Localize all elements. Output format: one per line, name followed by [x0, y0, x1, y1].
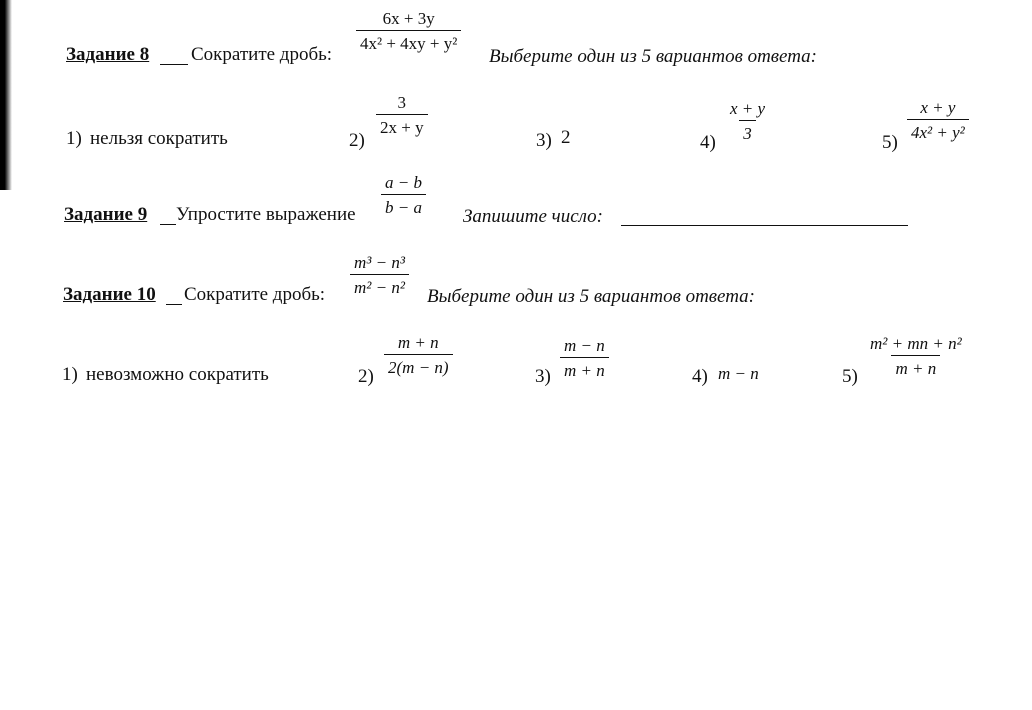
task10-option4-number: 4) [692, 366, 708, 387]
task8-option3-text: 2 [561, 127, 571, 148]
task10-option5-numerator: m² + mn + n² [870, 334, 962, 353]
task8-option3-number: 3) [536, 130, 552, 151]
task9-fraction [381, 174, 426, 216]
task8-fraction-numerator: 6x + 3y [382, 9, 435, 28]
task8-instruction: Сократите дробь: [191, 44, 333, 65]
task8-fraction [356, 10, 461, 52]
task10-fraction-numerator: m³ − n³ [354, 253, 405, 272]
task10-option2-denominator: 2(m − n) [384, 354, 453, 376]
task9-answer-blank[interactable] [621, 225, 908, 226]
task8-title-underline [160, 64, 188, 65]
task8-option5-fraction [907, 99, 969, 141]
task9-title: Задание 9 [64, 204, 148, 225]
task8-option1-number: 1) [66, 128, 82, 149]
task10-option1-text: невозможно сократить [86, 364, 269, 385]
task9-fraction-numerator: a − b [385, 173, 422, 192]
task10-title-underline [166, 304, 182, 305]
task10-option1-number: 1) [62, 364, 78, 385]
task8-option1-text: нельзя сократить [90, 128, 228, 149]
task10-prompt: Выберите один из 5 вариантов ответа: [427, 286, 756, 307]
task10-option3-fraction [560, 337, 609, 379]
task10-option2-numerator: m + n [397, 333, 439, 352]
task8-option2-denominator: 2x + y [376, 114, 428, 136]
task8-option2-numerator: 3 [397, 93, 407, 112]
task10-option4-text: m − n [718, 364, 759, 383]
scan-edge-shadow [0, 0, 12, 190]
task8-prompt: Выберите один из 5 вариантов ответа: [489, 46, 818, 67]
task8-option2-number: 2) [349, 130, 365, 151]
task10-option3-numerator: m − n [564, 336, 605, 355]
task8-option2-fraction [376, 94, 428, 136]
task8-option5-numerator: x + y [920, 98, 956, 117]
task9-fraction-denominator: b − a [381, 194, 426, 216]
task8-option4-number: 4) [700, 132, 716, 153]
task9-prompt: Запишите число: [463, 206, 603, 227]
task8-option4-numerator: x + y [730, 99, 766, 118]
task8-title: Задание 8 [66, 44, 150, 65]
task10-fraction-denominator: m² − n² [350, 274, 409, 296]
task8-option5-number: 5) [882, 132, 898, 153]
task10-option5-denominator: m + n [891, 355, 940, 377]
task9-title-underline [160, 224, 176, 225]
task8-option4-denominator: 3 [739, 120, 756, 142]
task8-option4-fraction [726, 100, 769, 142]
task8-fraction-denominator: 4x² + 4xy + y² [356, 30, 461, 52]
task9-instruction: Упростите выражение [176, 204, 356, 225]
task10-option3-denominator: m + n [560, 357, 609, 379]
task10-option2-fraction [384, 334, 453, 376]
task10-instruction: Сократите дробь: [184, 284, 326, 305]
task10-option2-number: 2) [358, 366, 374, 387]
task10-option5-fraction [866, 335, 966, 377]
task10-option5-number: 5) [842, 366, 858, 387]
task10-option3-number: 3) [535, 366, 551, 387]
task8-option5-denominator: 4x² + y² [907, 119, 969, 141]
task10-title: Задание 10 [63, 284, 156, 305]
task10-fraction [350, 254, 409, 296]
